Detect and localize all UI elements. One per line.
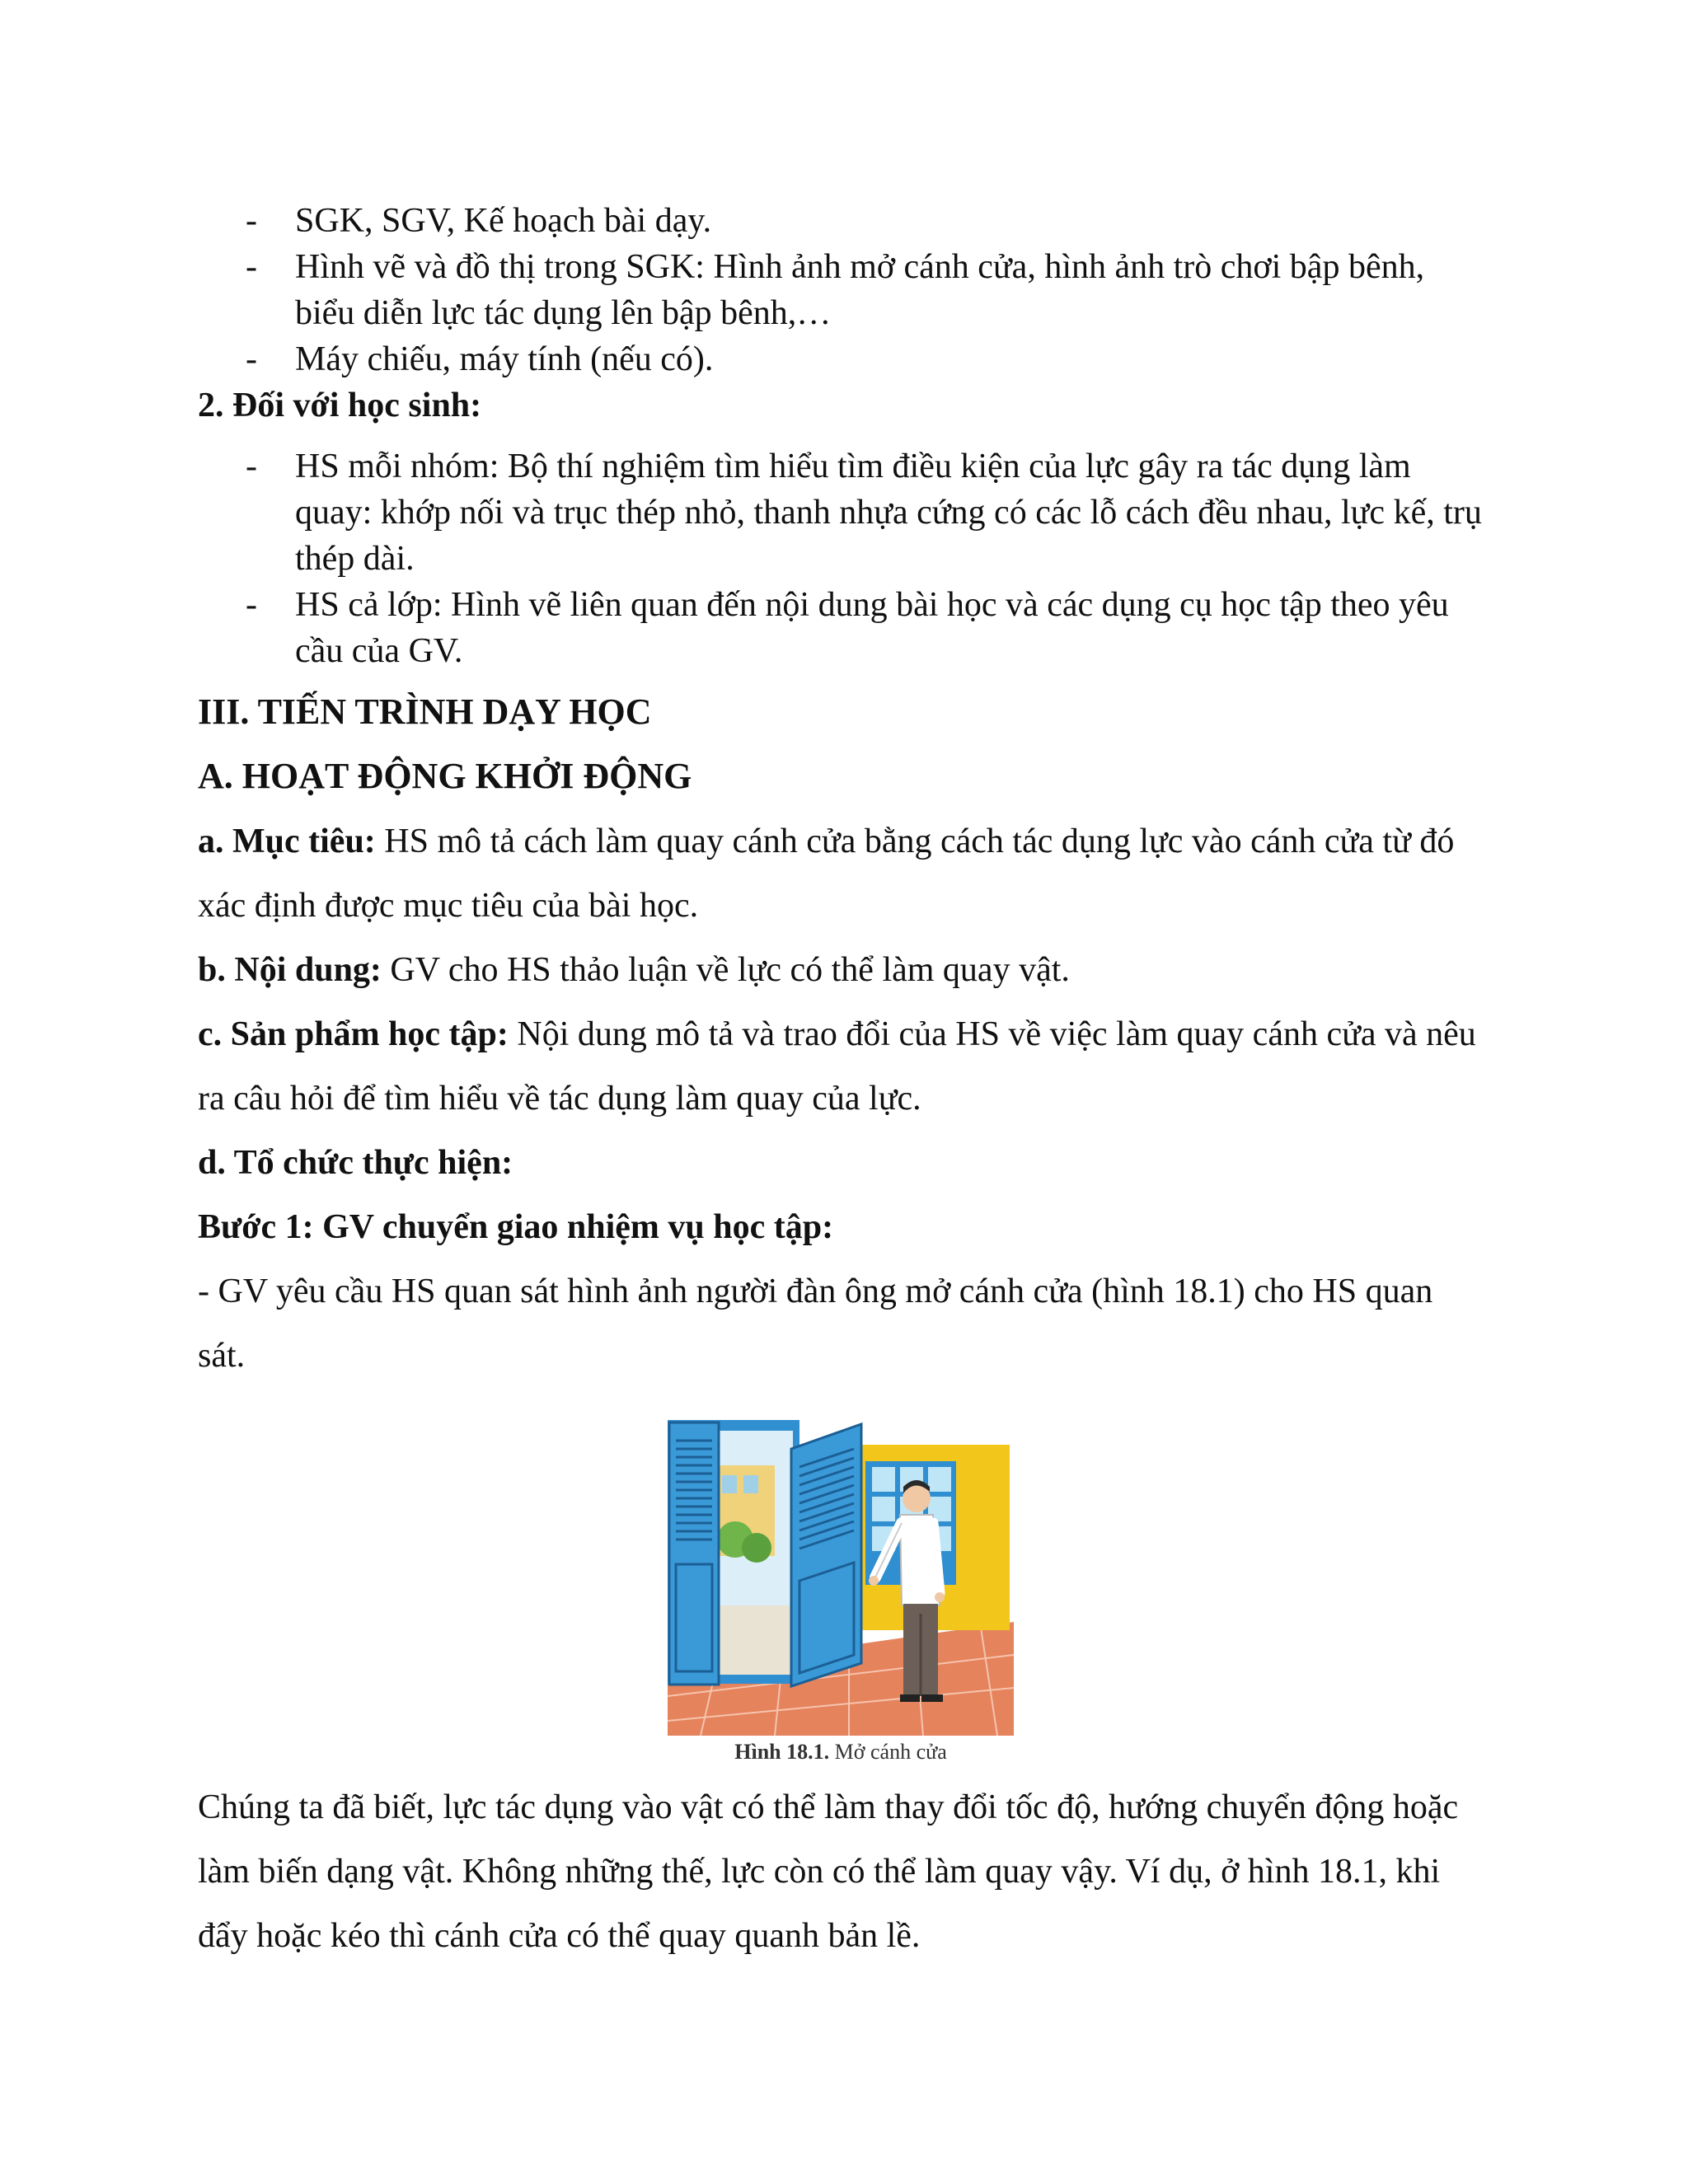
list-item bbox=[198, 443, 1484, 582]
section-a-title: A. HOẠT ĐỘNG KHỞI ĐỘNG bbox=[198, 756, 692, 796]
document-page bbox=[198, 198, 1484, 1968]
list-item-text: Hình vẽ và đồ thị trong SGK: Hình ảnh mở cánh cửa, hình ảnh trò chơi bập bênh, biểu diễn lực tác dụng lên bập bênh,… bbox=[295, 248, 1425, 332]
list-item-text: HS cả lớp: Hình vẽ liên quan đến nội dung bài học và các dụng cụ học tập theo yêu cầu của GV. bbox=[295, 586, 1449, 670]
caption-label: Hình 18.1. bbox=[734, 1740, 830, 1764]
student-heading: 2. Đối với học sinh: bbox=[198, 387, 482, 424]
objective-label: a. Mục tiêu: bbox=[198, 823, 376, 860]
door-illustration bbox=[668, 1416, 1014, 1736]
bullet-dash: - bbox=[246, 340, 257, 378]
student-materials-list bbox=[198, 443, 1484, 674]
objective-text: HS mô tả cách làm quay cánh cửa bằng cách tác dụng lực vào cánh cửa từ đó xác định được mục tiêu của bài học. bbox=[198, 823, 1455, 925]
caption-text: Mở cánh cửa bbox=[829, 1740, 947, 1764]
figure-18-1 bbox=[668, 1416, 1014, 1767]
content-label: b. Nội dung: bbox=[198, 951, 382, 989]
teacher-materials-list bbox=[198, 198, 1484, 382]
list-item-text: Máy chiếu, máy tính (nếu có). bbox=[295, 340, 714, 378]
objective-paragraph bbox=[198, 809, 1484, 938]
organize-paragraph bbox=[198, 1131, 1484, 1195]
list-item-text: SGK, SGV, Kế hoạch bài dạy. bbox=[295, 202, 712, 240]
organize-label: d. Tổ chức thực hiện: bbox=[198, 1144, 513, 1182]
step1-label: Bước 1: GV chuyển giao nhiệm vụ học tập: bbox=[198, 1208, 834, 1246]
product-text: Nội dung mô tả và trao đổi của HS về việc làm quay cánh cửa và nêu ra câu hỏi để tìm hiểu về tác dụng làm quay của lực. bbox=[198, 1015, 1476, 1118]
bullet-dash: - bbox=[246, 586, 257, 624]
content-paragraph bbox=[198, 938, 1484, 1002]
closing-paragraph: Chúng ta đã biết, lực tác dụng vào vật có thể làm thay đổi tốc độ, hướng chuyển động hoặc làm biến dạng vật. Không những thế, lực còn có thể làm quay vậy. Ví dụ, ở hình 18.1, khi đẩy hoặc kéo thì cánh cửa có thể quay quanh bản lề. bbox=[198, 1788, 1459, 1955]
list-item bbox=[198, 582, 1484, 674]
list-item bbox=[198, 336, 1484, 382]
list-item bbox=[198, 198, 1484, 244]
product-paragraph bbox=[198, 1002, 1484, 1131]
product-label: c. Sản phẩm học tập: bbox=[198, 1015, 509, 1053]
list-item-text: HS mỗi nhóm: Bộ thí nghiệm tìm hiểu tìm điều kiện của lực gây ra tác dụng làm quay: khớp nối và trục thép nhỏ, thanh nhựa cứng có các lỗ cách đều nhau, lực kế, trụ thép dài. bbox=[295, 448, 1482, 578]
bullet-dash: - bbox=[246, 248, 257, 286]
section-iii-title: III. TIẾN TRÌNH DẠY HỌC bbox=[198, 691, 652, 732]
bullet-dash: - bbox=[246, 448, 257, 485]
step1-heading bbox=[198, 1195, 1484, 1259]
step1-paragraph: - GV yêu cầu HS quan sát hình ảnh người đàn ông mở cánh cửa (hình 18.1) cho HS quan sát. bbox=[198, 1272, 1433, 1375]
bullet-dash: - bbox=[246, 202, 257, 240]
content-text: GV cho HS thảo luận về lực có thể làm quay vật. bbox=[381, 951, 1070, 989]
list-item bbox=[198, 244, 1484, 336]
figure-caption bbox=[668, 1737, 1014, 1767]
